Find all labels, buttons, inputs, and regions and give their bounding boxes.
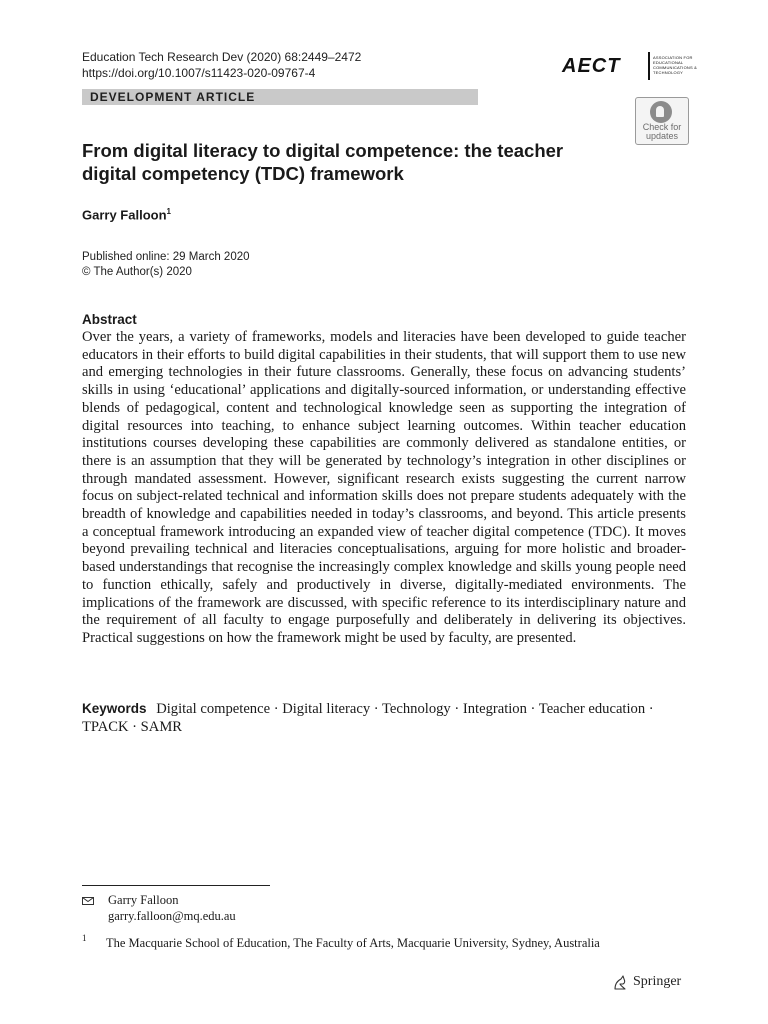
keywords-list: Digital competence · Digital literacy · Technology · Integration · Teacher education · TPACK · SAMR xyxy=(82,701,654,735)
affiliation-number: 1 xyxy=(82,933,87,943)
aect-logo-text: AECT xyxy=(562,55,621,77)
keywords-label: Keywords xyxy=(82,701,147,716)
springer-label: Springer xyxy=(633,974,682,989)
article-type-band xyxy=(82,89,478,105)
journal-reference xyxy=(82,49,361,81)
author-name[interactable] xyxy=(82,207,171,222)
check-updates-line1: Check for xyxy=(642,122,682,132)
envelope-icon xyxy=(82,897,94,905)
journal-citation: Education Tech Research Dev (2020) 68:2449–2472 xyxy=(82,50,362,64)
springer-horse-icon xyxy=(612,975,627,991)
logo-divider xyxy=(648,52,650,80)
author-name-text: Garry Falloon xyxy=(82,207,167,223)
copyright-notice: © The Author(s) 2020 xyxy=(82,266,192,278)
paper-title: From digital literacy to digital competence: the teacher digital competency (TDC) framework xyxy=(82,140,564,184)
affiliation-text: The Macquarie School of Education, The Faculty of Arts, Macquarie University, Sydney, Australia xyxy=(106,936,600,950)
article-type-label: DEVELOPMENT ARTICLE xyxy=(90,90,256,104)
published-date: Published online: 29 March 2020 xyxy=(82,251,250,263)
check-updates-text xyxy=(636,123,688,141)
contact-name: Garry Falloon xyxy=(108,893,179,907)
check-updates-line2: updates xyxy=(645,131,679,141)
aect-logo xyxy=(562,52,702,80)
keywords-section xyxy=(82,700,686,736)
aect-logo-subtext: ASSOCIATION FOR EDUCATIONAL COMMUNICATIONS & TECHNOLOGY xyxy=(653,55,698,75)
doi-link[interactable]: https://doi.org/10.1007/s11423-020-09767-4 xyxy=(82,66,316,80)
check-updates-icon xyxy=(650,101,672,123)
check-for-updates-badge[interactable] xyxy=(635,97,689,145)
footnote-divider xyxy=(82,885,270,886)
affiliation-marker: 1 xyxy=(166,207,171,216)
contact-email[interactable]: garry.falloon@mq.edu.au xyxy=(108,908,236,923)
abstract-heading: Abstract xyxy=(82,312,137,327)
publication-info xyxy=(82,250,250,280)
abstract-text: Over the years, a variety of frameworks, models and literacies have been developed to guide teacher educators in their efforts to build digital capabilities in their students, that will support them to use new and emerging technologies in their future classrooms. Generally, these focus on advancing students’ skills in using ‘educational’ applications and digitally-sourced information, or understanding effective blends of pedagogical, content and technological knowledge seen as supporting the integration of digital resources into teaching, to enhance subject learning outcomes. Within teacher education institutions courses developing these capabilities are commonly delivered as standalone entities, or there is an assumption that they will be generated by technology’s integration in other disciplines or through mandated assessment. However, significant research exists suggesting the current narrow focus on subject-related technical and information skills does not prepare students adequately with the breadth of knowledge and capabilities needed in today’s classrooms, and beyond. This article presents a conceptual framework introducing an expanded view of teacher digital competence (TDC). It moves beyond prevailing technical and literacies conceptualisations, arguing for more holistic and broader-based understandings that recognise the increasingly complex knowledge and skills young people need to function ethically, safely and productively in diverse, digitally-mediated environments. The implications of the framework are discussed, with specific reference to its interdisciplinary nature and the requirement of all faculty to engage purposefully and deliberately in delivering its objectives. Practical suggestions on how the framework might be used by faculty, are presented. xyxy=(82,329,686,646)
